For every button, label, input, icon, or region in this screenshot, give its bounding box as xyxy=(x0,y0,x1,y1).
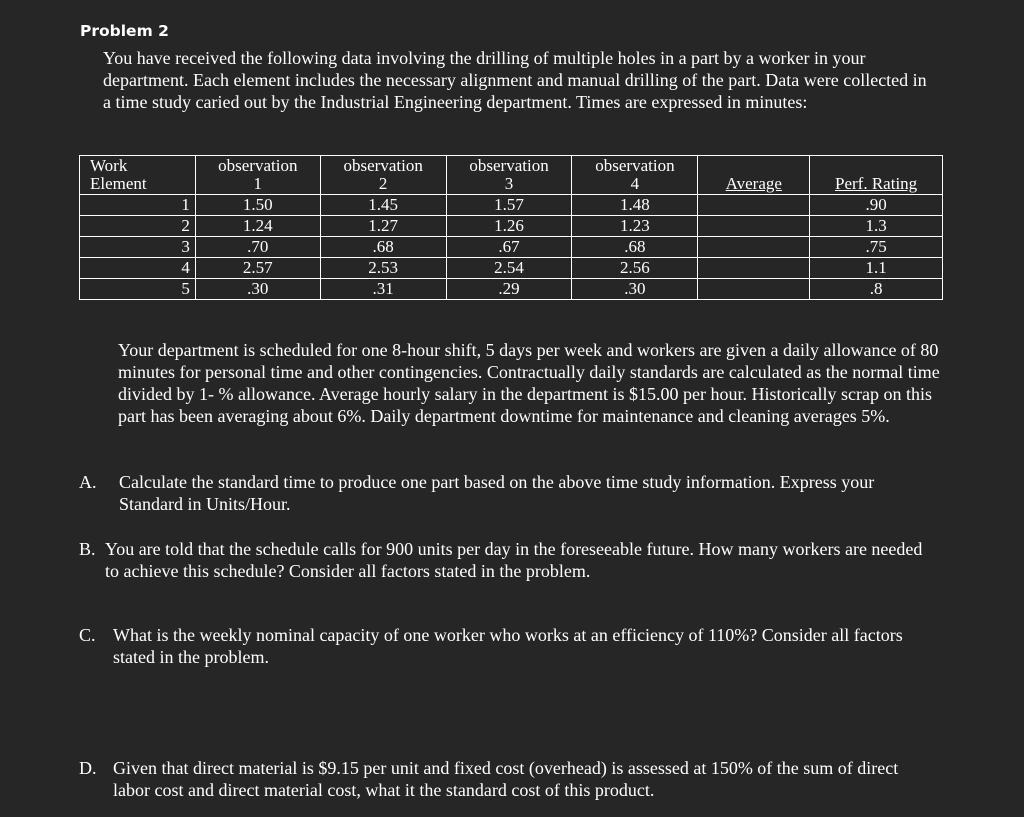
table-cell: .29 xyxy=(446,279,572,300)
table-cell: 1.27 xyxy=(320,216,446,237)
table-cell: .75 xyxy=(810,237,943,258)
table-cell: 1.48 xyxy=(572,195,698,216)
table-cell xyxy=(698,195,810,216)
table-cell: .8 xyxy=(810,279,943,300)
question-letter: D. xyxy=(79,758,97,778)
table-cell xyxy=(698,216,810,237)
table-cell: .30 xyxy=(195,279,320,300)
header-line: Average xyxy=(725,174,782,193)
table-cell: 1.26 xyxy=(446,216,572,237)
header-line: Work xyxy=(90,156,128,175)
header-line: observation xyxy=(343,156,423,175)
header-line: 3 xyxy=(504,174,514,193)
header-observation-2 xyxy=(320,156,446,195)
header-observation-4 xyxy=(572,156,698,195)
table-cell: .70 xyxy=(195,237,320,258)
table-cell: 4 xyxy=(80,258,196,279)
header-line: observation xyxy=(218,156,298,175)
header-perf-rating xyxy=(810,156,943,195)
header-line: Perf. Rating xyxy=(835,174,918,193)
table-cell: .90 xyxy=(810,195,943,216)
problem-title: Problem 2 xyxy=(80,22,169,40)
table-row xyxy=(80,258,943,279)
context-paragraph: Your department is scheduled for one 8-hour shift, 5 days per week and workers are given a daily allowance of 80 minutes for personal time and other contingencies. Contractually daily standards are calculated as the normal time divided by 1- % allowance. Average hourly salary in the department is $15.00 per hour. Historically scrap on this part has been averaging about 6%. Daily department downtime for maintenance and cleaning averages 5%. xyxy=(118,340,940,426)
table-header-row xyxy=(80,156,943,195)
table-cell: .68 xyxy=(320,237,446,258)
time-study-table xyxy=(79,155,943,300)
question-text: Calculate the standard time to produce one part based on the above time study information. Express your Standard in Units/Hour. xyxy=(119,472,875,514)
table-cell: 1.45 xyxy=(320,195,446,216)
table-cell: 1 xyxy=(80,195,196,216)
table-row xyxy=(80,216,943,237)
header-line: 2 xyxy=(378,174,388,193)
table-cell: 1.57 xyxy=(446,195,572,216)
table-cell: 3 xyxy=(80,237,196,258)
header-average xyxy=(698,156,810,195)
header-observation-3 xyxy=(446,156,572,195)
question-text: Given that direct material is $9.15 per unit and fixed cost (overhead) is assessed at 150% of the sum of direct labor cost and direct material cost, what it the standard cost of this product. xyxy=(113,758,899,800)
table-row xyxy=(80,279,943,300)
table-cell: 2.53 xyxy=(320,258,446,279)
header-line: 4 xyxy=(630,174,640,193)
intro-paragraph: You have received the following data involving the drilling of multiple holes in a part by a worker in your department. Each element includes the necessary alignment and manual drilling of the part. Data were collected in a time study caried out by the Industrial Engineering department. Times are expressed in minutes: xyxy=(103,48,927,112)
table-cell: 5 xyxy=(80,279,196,300)
table-cell: 1.24 xyxy=(195,216,320,237)
table-cell xyxy=(698,237,810,258)
table-cell: 2.56 xyxy=(572,258,698,279)
header-line: observation xyxy=(595,156,675,175)
question-letter: C. xyxy=(79,625,96,645)
table-row xyxy=(80,195,943,216)
header-observation-1 xyxy=(195,156,320,195)
table-cell: 1.50 xyxy=(195,195,320,216)
table-cell: 2.57 xyxy=(195,258,320,279)
header-work-element xyxy=(80,156,196,195)
question-letter: A. xyxy=(79,472,97,492)
table-cell: .67 xyxy=(446,237,572,258)
table-cell: 1.3 xyxy=(810,216,943,237)
question-text: You are told that the schedule calls for 900 units per day in the foreseeable future. How many workers are needed to achieve this schedule? Consider all factors stated in the problem. xyxy=(105,539,923,581)
question-text: What is the weekly nominal capacity of one worker who works at an efficiency of 110%? Consider all factors stated in the problem. xyxy=(113,625,903,667)
table-cell: .68 xyxy=(572,237,698,258)
header-line: observation xyxy=(469,156,549,175)
table-cell xyxy=(698,279,810,300)
table-row xyxy=(80,237,943,258)
table-cell: .30 xyxy=(572,279,698,300)
table-cell xyxy=(698,258,810,279)
header-line: Element xyxy=(90,174,147,193)
table-cell: 1.1 xyxy=(810,258,943,279)
question-letter: B. xyxy=(79,539,96,559)
table-cell: 1.23 xyxy=(572,216,698,237)
header-line: 1 xyxy=(253,174,263,193)
table-cell: 2.54 xyxy=(446,258,572,279)
table-cell: .31 xyxy=(320,279,446,300)
table-cell: 2 xyxy=(80,216,196,237)
